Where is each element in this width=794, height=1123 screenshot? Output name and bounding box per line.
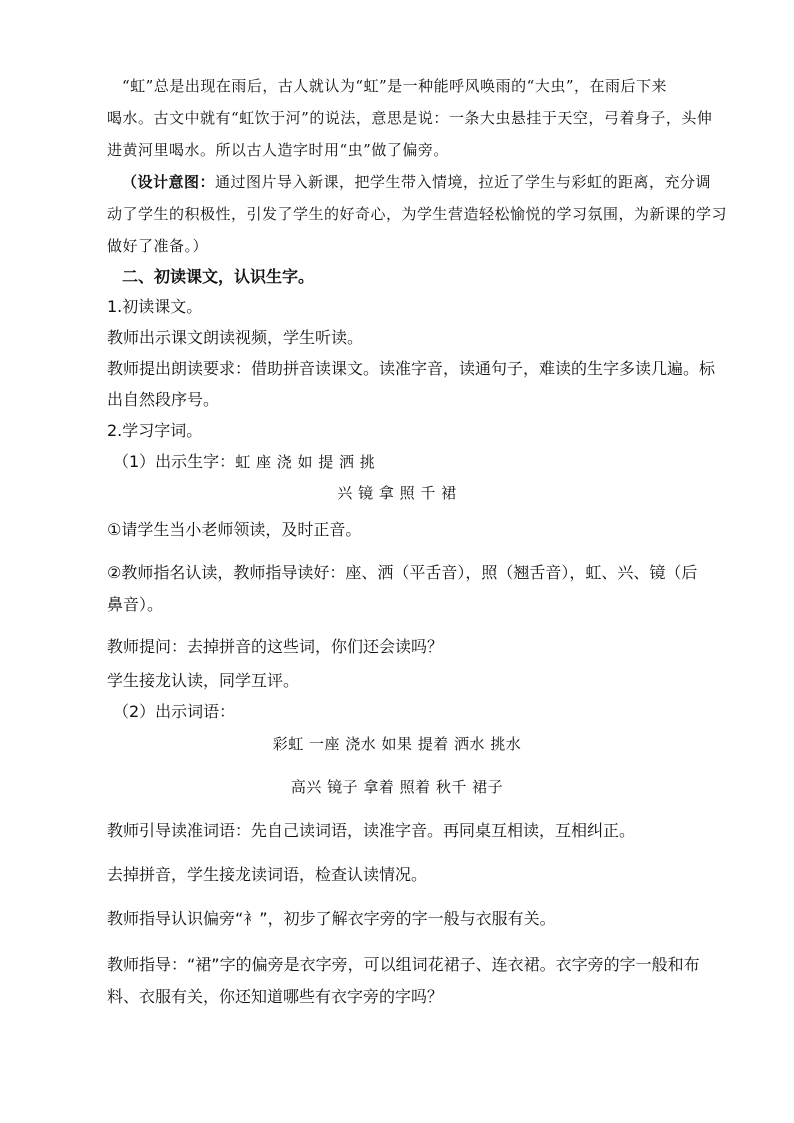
design-intent-label: （设计意图： — [122, 173, 216, 191]
design-intent-line-1 — [122, 171, 711, 193]
paragraph-rainbow-line-1: “虹”总是出现在雨后，古人就认为“虹”是一种能呼风唤雨的“大虫”，在雨后下来 — [122, 77, 668, 95]
skirt-character-line-2: 料、衣服有关，你还知道哪些有衣字旁的字吗？ — [107, 987, 444, 1006]
design-intent-text: 通过图片导入新课，把学生带入情境，拉近了学生与彩虹的距离，充分调 — [215, 173, 712, 191]
step-1-heading: 1.初读课文。 — [107, 297, 203, 316]
section-heading: 二、初读课文，认识生字。 — [122, 267, 315, 286]
new-characters-row-2: 兴 镜 拿 照 千 裙 — [337, 484, 457, 502]
words-row-2: 高兴 镜子 拿着 照着 秋千 裙子 — [290, 778, 504, 796]
step-2-heading: 2.学习字词。 — [107, 421, 203, 440]
show-words-label: （2）出示词语： — [113, 702, 236, 721]
design-intent-line-3: 做好了准备。） — [107, 237, 209, 255]
guide-words-line: 教师引导读准词语：先自己读词语，读准字音。再同桌互相读，互相纠正。 — [107, 821, 636, 840]
student-relay-reading: 学生接龙认读，同学互评。 — [107, 671, 300, 690]
step-1-video-line: 教师出示课文朗读视频，学生听读。 — [107, 328, 364, 347]
new-characters-line — [113, 451, 375, 473]
reading-requirement-line-2: 出自然段序号。 — [107, 390, 220, 409]
paragraph-rainbow-line-2: 喝水。古文中就有“虹饮于河”的说法，意思是说：一条大虫悬挂于天空，弓着身子，头伸 — [107, 109, 713, 127]
new-characters-label: （1）出示生字： — [113, 452, 236, 471]
skirt-character-line-1: 教师指导：“裙”字的偏旁是衣字旁，可以组词花裙子、连衣裙。衣字旁的字一般和布 — [107, 955, 700, 974]
design-intent-line-2: 动了学生的积极性，引发了学生的好奇心，为学生营造轻松愉悦的学习氛围，为新课的学习 — [107, 205, 728, 223]
circle-step-2-line-2: 鼻音）。 — [107, 595, 164, 614]
words-row-1: 彩虹 一座 浇水 如果 提着 洒水 挑水 — [272, 735, 522, 753]
paragraph-rainbow-line-3: 进黄河里喝水。所以古人造字时用“虫”做了偏旁。 — [107, 141, 449, 159]
circle-step-2-line-1: ②教师指名认读，教师指导读好：座、洒（平舌音），照（翘舌音），虹、兴、镜（后 — [107, 563, 698, 582]
teacher-question: 教师提问：去掉拼音的这些词，你们还会读吗？ — [107, 637, 444, 656]
radical-introduction-line: 教师指导认识偏旁“衤”，初步了解衣字旁的字一般与衣服有关。 — [107, 909, 556, 928]
new-characters-row-1: 虹 座 浇 如 提 洒 挑 — [235, 453, 376, 471]
circle-step-1: ①请学生当小老师领读，及时正音。 — [107, 520, 362, 539]
remove-pinyin-line: 去掉拼音，学生接龙读词语，检查认读情况。 — [107, 865, 428, 884]
reading-requirement-line-1: 教师提出朗读要求：借助拼音读课文。读准字音，读通句子，难读的生字多读几遍。标 — [107, 359, 716, 378]
